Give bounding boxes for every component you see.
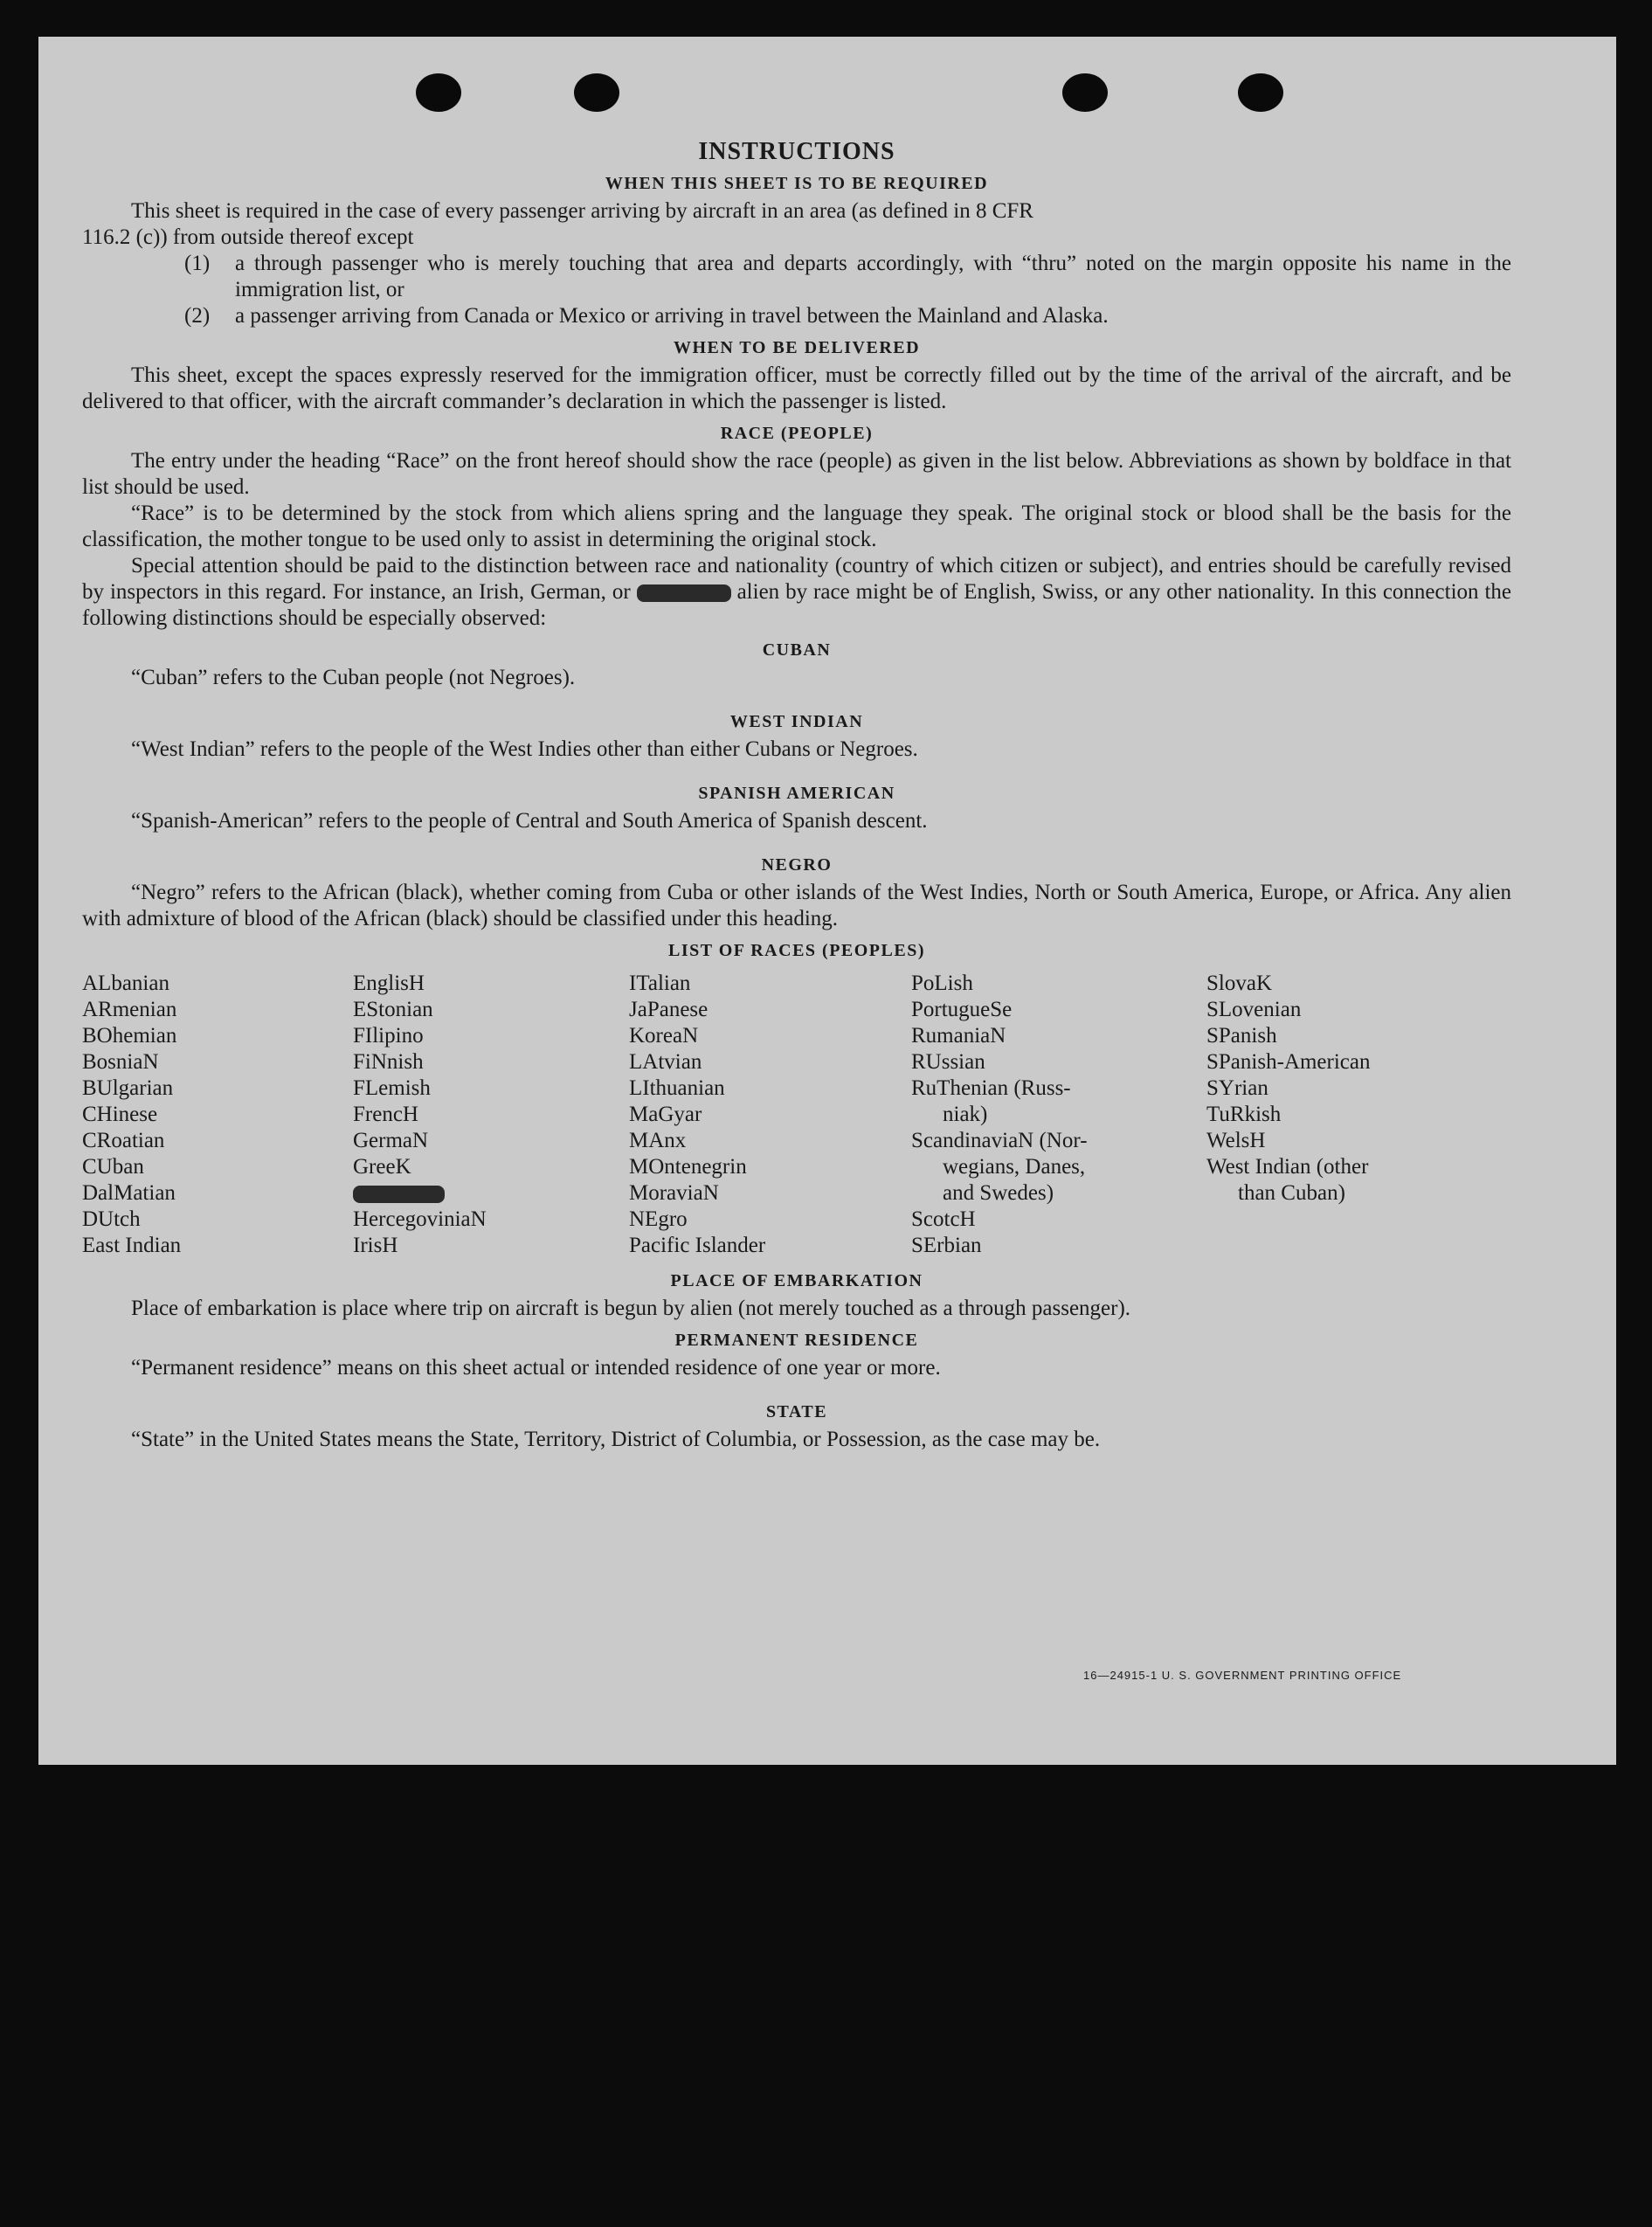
race-entry: West Indian (other [1206,1155,1369,1179]
printing-office-code: 16—24915-1 U. S. GOVERNMENT PRINTING OFFICE [1083,1669,1402,1682]
race-entry: KoreaN [629,1024,699,1048]
race-entry: BOhemian [82,1024,177,1048]
race-entry: FrencH [353,1103,418,1126]
race-entry: ALbanian [82,972,169,995]
race-entry: IrisH [353,1234,398,1257]
negro-text: “Negro” refers to the African (black), whether coming from Cuba or other islands of the West Indies, North or South America, Europe, or Africa. Any alien with admixture of blood of the African (black) should be classified under this heading. [82,881,1511,930]
punch-hole [1062,73,1108,112]
race-entry: than Cuban) [1238,1181,1345,1205]
race-entry: FIlipino [353,1024,424,1048]
race-entry: RumaniaN [911,1024,1006,1048]
west-indian-text: “West Indian” refers to the people of the West Indies other than either Cubans or Negroes. [131,737,918,761]
section-heading-embarkation: PLACE OF EMBARKATION [670,1271,923,1290]
section-heading-residence: PERMANENT RESIDENCE [674,1331,919,1350]
race-entry: SPanish [1206,1024,1277,1048]
race-paragraph-1: The entry under the heading “Race” on the front hereof should show the race (people) as given in the list below. Abbreviations as shown by boldface in that list should be used. [82,449,1511,499]
race-entry: niak) [943,1103,988,1126]
race-entry: EnglisH [353,972,425,995]
race-entry: ScandinaviaN (Nor- [911,1129,1088,1152]
race-entry: DUtch [82,1207,141,1231]
race-entry: TuRkish [1206,1103,1282,1126]
races-list [82,971,1511,1259]
race-entry: CHinese [82,1103,158,1126]
race-entry: CRoatian [82,1129,165,1152]
race-entry: FiNnish [353,1050,424,1074]
race-entry: PoLish [911,972,973,995]
race-entry: BUlgarian [82,1076,174,1100]
race-entry: SlovaK [1206,972,1272,995]
race-entry: ARmenian [82,998,177,1021]
section-heading-spanish-american: SPANISH AMERICAN [698,784,895,803]
race-entry: JaPanese [629,998,708,1021]
race-entry: EStonian [353,998,433,1021]
race-entry: East Indian [82,1234,182,1257]
exception-item: (1) a through passenger who is merely touching that area and departs accordingly, with “thru” noted on the margin opposite his name in the immigration list, or [184,252,1511,301]
spanish-american-text: “Spanish-American” refers to the people of Central and South America of Spanish descent. [131,809,928,833]
race-entry: WelsH [1206,1129,1266,1152]
section-heading-cuban: CUBAN [762,640,832,660]
race-entry: RUssian [911,1050,985,1074]
race-entry: PortugueSe [911,998,1013,1021]
section-heading-west-indian: WEST INDIAN [729,712,864,731]
sheet-content [82,139,1511,1453]
instruction-sheet [38,37,1616,1765]
punch-hole [416,73,461,112]
section-heading-state: STATE [765,1402,828,1421]
race-entry: LIthuanian [629,1076,725,1100]
section-heading-race: RACE (PEOPLE) [720,424,874,443]
race-entry: ScotcH [911,1207,976,1231]
race-entry: HercegoviniaN [353,1207,487,1231]
race-entry: MOntenegrin [629,1155,747,1179]
race-entry: LAtvian [629,1050,702,1074]
state-text: “State” in the United States means the State, Territory, District of Columbia, or Possession, as the case may be. [131,1428,1101,1451]
race-entry: DalMatian [82,1181,176,1205]
race-entry [1206,1233,1469,1259]
required-intro-cont: 116.2 (c)) from outside thereof except [82,225,414,249]
residence-text: “Permanent residence” means on this sheet actual or intended residence of one year or more. [131,1356,941,1380]
race-entry: GreeK [353,1155,411,1179]
race-entry: wegians, Danes, [943,1155,1086,1179]
exception-item: (2) a passenger arriving from Canada or Mexico or arriving in travel between the Mainland and Alaska. [184,304,1109,328]
race-entry: RuThenian (Russ- [911,1076,1071,1100]
redaction-mark [637,584,731,602]
race-entry-redacted [353,1180,629,1207]
race-entry [1206,1207,1469,1233]
cuban-text: “Cuban” refers to the Cuban people (not Negroes). [131,666,576,689]
race-entry: ITalian [629,972,691,995]
race-entry: NEgro [629,1207,688,1231]
punch-hole [574,73,619,112]
redaction-mark [353,1186,445,1203]
required-intro: This sheet is required in the case of every passenger arriving by aircraft in an area (as defined in 8 CFR [131,199,1033,223]
embarkation-text: Place of embarkation is place where trip on aircraft is begun by alien (not merely touched as a through passenger). [131,1297,1131,1320]
race-entry: GermaN [353,1129,429,1152]
section-heading-delivered: WHEN TO BE DELIVERED [673,338,921,357]
section-heading-list: LIST OF RACES (PEOPLES) [667,941,925,960]
race-entry: and Swedes) [943,1181,1054,1205]
race-paragraph-2: “Race” is to be determined by the stock from which aliens spring and the language they speak. The original stock or blood shall be the basis for the classification, the mother tongue to be used only to assist in determining the original stock. [82,501,1511,551]
race-entry: SErbian [911,1234,982,1257]
race-entry: CUban [82,1155,144,1179]
race-entry: SYrian [1206,1076,1268,1100]
race-entry: SPanish-American [1206,1050,1371,1074]
section-heading-negro: NEGRO [761,855,833,875]
race-entry: MaGyar [629,1103,702,1126]
race-entry: MAnx [629,1129,687,1152]
delivered-text: This sheet, except the spaces expressly reserved for the immigration officer, must be correctly filled out by the time of the arrival of the aircraft, and be delivered to that officer, with the aircraft commander’s declaration in which the passenger is listed. [82,363,1511,413]
race-entry: MoraviaN [629,1181,719,1205]
race-entry: FLemish [353,1076,431,1100]
race-entry: BosniaN [82,1050,159,1074]
page-title: INSTRUCTIONS [698,138,895,165]
race-paragraph-3: Special attention should be paid to the distinction between race and nationality (country of which citizen or subject), and entries should be carefully revised by inspectors in this regard. For instance, an Irish, German, or alien by race might be of English, Swiss, or any other nationality. In this connection the following distinctions should be especially observed: [82,554,1512,630]
punch-hole [1238,73,1283,112]
race-entry: SLovenian [1206,998,1302,1021]
section-heading-required: WHEN THIS SHEET IS TO BE REQUIRED [605,174,989,193]
race-entry: Pacific Islander [629,1234,766,1257]
